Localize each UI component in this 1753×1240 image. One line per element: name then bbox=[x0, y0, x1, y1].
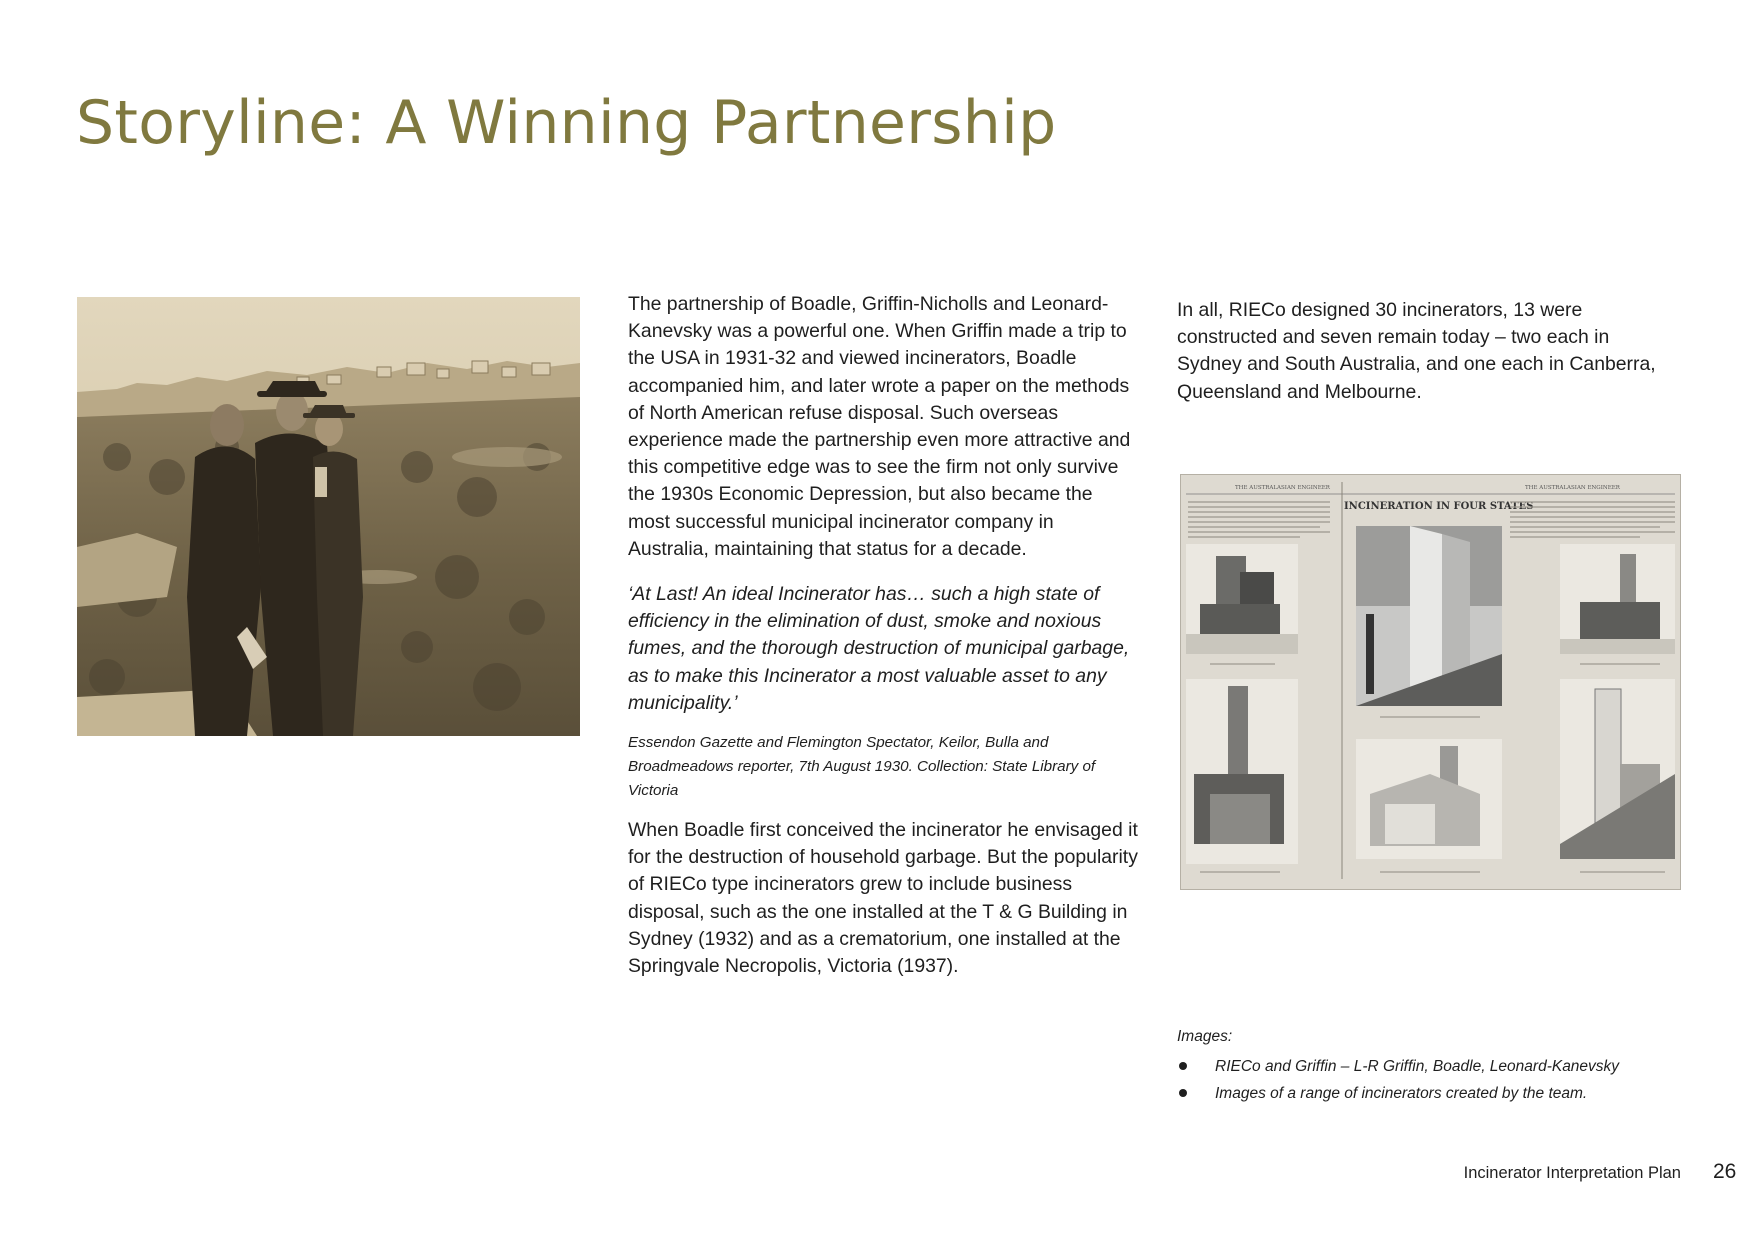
images-list-item: RIECo and Griffin – L-R Griffin, Boadle, Leonard-Kanevsky bbox=[1177, 1053, 1697, 1080]
newspaper-headline: INCINERATION IN FOUR STATES bbox=[1344, 501, 1534, 512]
page-number: 26 bbox=[1713, 1160, 1737, 1183]
images-label: Images: bbox=[1177, 1028, 1233, 1045]
newspaper-quote: ‘At Last! An ideal Incinerator has… such a high state of efficiency in the elimination of dust, smoke and noxious fumes, and the thorough destruction of municipal garbage, as to make this Incinerator a most valuable asset to any municipality.’ bbox=[628, 583, 1130, 714]
partnership-paragraph: The partnership of Boadle, Griffin-Nicholls and Leonard-Kanevsky was a powerful one. When Griffin made a trip to the USA in 1931-32 and viewed incinerators, Boadle accompanied him, and later wrote a paper on the methods of North American refuse disposal. Such overseas experience made the partnership even more attractive and this competitive edge was to see the firm not only survive the 1930s Economic Depression, but also became the most successful municipal incinerator company in Australia, maintaining that status for a decade. bbox=[628, 293, 1131, 560]
middle-column bbox=[628, 291, 1138, 980]
photo-griffin-boadle-leonard-kanevsky bbox=[77, 297, 580, 736]
images-list-item: Images of a range of incinerators created by the team. bbox=[1177, 1080, 1697, 1107]
images-caption bbox=[1177, 1026, 1697, 1107]
newspaper-clipping-incinerators bbox=[1180, 474, 1681, 890]
masthead-right: THE AUSTRALASIAN ENGINEER bbox=[1525, 485, 1620, 491]
quote-citation: Essendon Gazette and Flemington Spectator, Keilor, Bulla and Broadmeadows reporter, 7th August 1930. Collection: State Library of Victoria bbox=[628, 734, 1096, 800]
right-column bbox=[1177, 297, 1677, 406]
historic-photo bbox=[77, 297, 580, 736]
riecco-incinerators-paragraph: In all, RIECo designed 30 incinerators, 13 were constructed and seven remain today – two each in Sydney and South Australia, and one each in Canberra, Queensland and Melbourne. bbox=[1177, 299, 1656, 403]
newspaper-image bbox=[1180, 474, 1681, 890]
masthead-left: THE AUSTRALASIAN ENGINEER bbox=[1235, 485, 1330, 491]
images-list bbox=[1177, 1053, 1697, 1107]
page-footer bbox=[0, 1160, 1753, 1190]
incinerator-uses-paragraph: When Boadle first conceived the incinerator he envisaged it for the destruction of household garbage. But the popularity of RIECo type incinerators grew to include business disposal, such as the one installed at the T & G Building in Sydney (1932) and as a crematorium, one installed at the Springvale Necropolis, Victoria (1937). bbox=[628, 819, 1138, 978]
page-title: Storyline: A Winning Partnership bbox=[76, 88, 1057, 158]
footer-document-title: Incinerator Interpretation Plan bbox=[1463, 1164, 1681, 1182]
